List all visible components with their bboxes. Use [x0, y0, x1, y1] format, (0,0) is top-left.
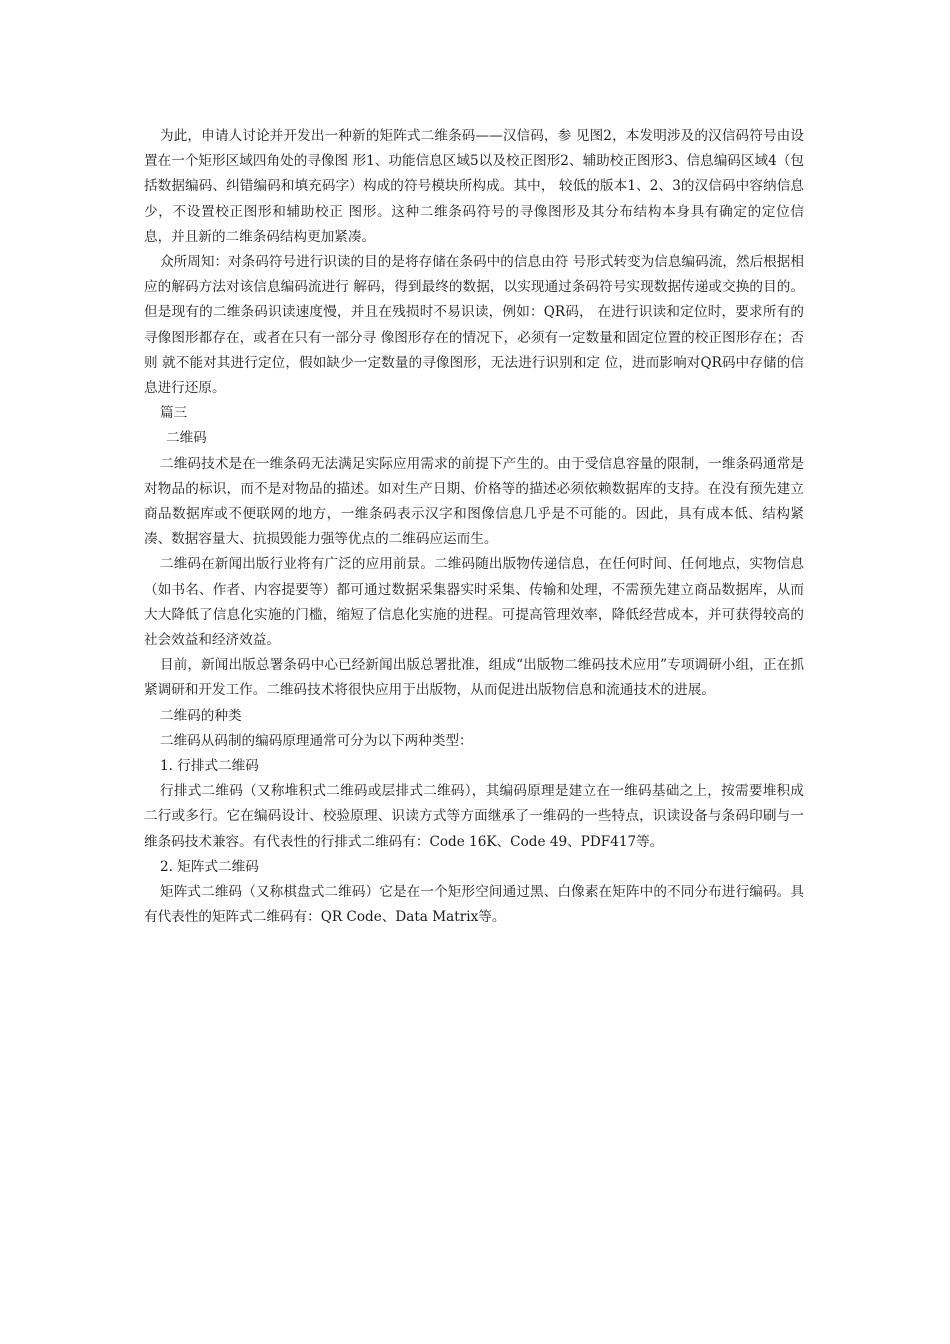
types-heading: 二维码的种类 — [160, 707, 242, 724]
paragraph-hanxin-code: 为此，申请人讨论并开发出一种新的矩阵式二维条码——汉信码，参 见图2，本发明涉及的汉信码符号由设置在一个矩形区域四角处的寻像图 形1、功能信息区域5以及校正图形2、辅助校正图形3、信息编码区域4（包括数据编码、纠错编码和填充码字）构成的符号模块所构成。其中， 较低的版本1、2、3的汉信码中容纳信息少，不设置校正图形和辅助校正 图形。这种二维条码符号的寻像图形及其分布结构本身具有确定的定位信 息，并且新的二维条码结构更加紧凑。 — [144, 128, 804, 245]
type1-body: 行排式二维码（又称堆积式二维码或层排式二维码），其编码原理是建立在一维码基础之上，按需要堆积成二行或多行。它在编码设计、校验原理、识读方式等方面继承了一维码的一些特点，识读设备与条码印刷与一维条码技术兼容。有代表性的行排式二维码有：Code 16K、Code 49、PDF417等。 — [144, 783, 804, 850]
section-label: 篇三 — [160, 405, 188, 422]
paragraph-qr-publishing: 二维码在新闻出版行业将有广泛的应用前景。二维码随出版物传递信息，在任何时间、任何地点，实物信息（如书名、作者、内容提要等）都可通过数据采集器实时采集、传输和处理，不需预先建立商品数据库，从而大大降低了信息化实施的门槛，缩短了信息化实施的进程。可提高管理效率，降低经营成本，并可获得较高的社会效益和经济效益。 — [144, 556, 804, 649]
paragraph-qr-progress: 目前，新闻出版总署条码中心已经新闻出版总署批准，组成“出版物二维码技术应用”专项调研小组，正在抓紧调研和开发工作。二维码技术将很快应用于出版物，从而促进出版物信息和流通技术的进展。 — [144, 657, 804, 699]
types-intro: 二维码从码制的编码原理通常可分为以下两种类型： — [160, 732, 473, 749]
section-title: 二维码 — [166, 430, 207, 447]
type2-body: 矩阵式二维码（又称棋盘式二维码）它是在一个矩形空间通过黑、白像素在矩阵中的不同分布进行编码。具有代表性的矩阵式二维码有：QR Code、Data Matrix等。 — [144, 884, 804, 926]
paragraph-qr-origin: 二维码技术是在一维条码无法满足实际应用需求的前提下产生的。由于受信息容量的限制，一维条码通常是对物品的标识，而不是对物品的描述。如对生产日期、价格等的描述必须依赖数据库的支持。在没有预先建立商品数据库或不便联网的地方，一维条码表示汉字和图像信息几乎是不可能的。因此，具有成本低、结构紧凑、数据容量大、抗损毁能力强等优点的二维码应运而生。 — [144, 455, 804, 548]
paragraph-barcode-reading: 众所周知：对条码符号进行识读的目的是将存储在条码中的信息由符 号形式转变为信息编码流，然后根据相应的解码方法对该信息编码流进行 解码，得到最终的数据，以实现通过条码符号实现数据传递或交换的目的。 但是现有的二维条码识读速度慢，并且在残损时不易识读，例如：QR码， 在进行识读和定位时，要求所有的寻像图形都存在，或者在只有一部分寻 像图形存在的情况下，必须有一定数量和固定位置的校正图形存在；否则 就不能对其进行定位，假如缺少一定数量的寻像图形，无法进行识别和定 位，进而影响对QR码中存储的信息进行还原。 — [144, 254, 804, 397]
type1-title: 1. 行排式二维码 — [160, 758, 259, 775]
type2-title: 2. 矩阵式二维码 — [160, 858, 259, 875]
document-page — [144, 124, 804, 931]
